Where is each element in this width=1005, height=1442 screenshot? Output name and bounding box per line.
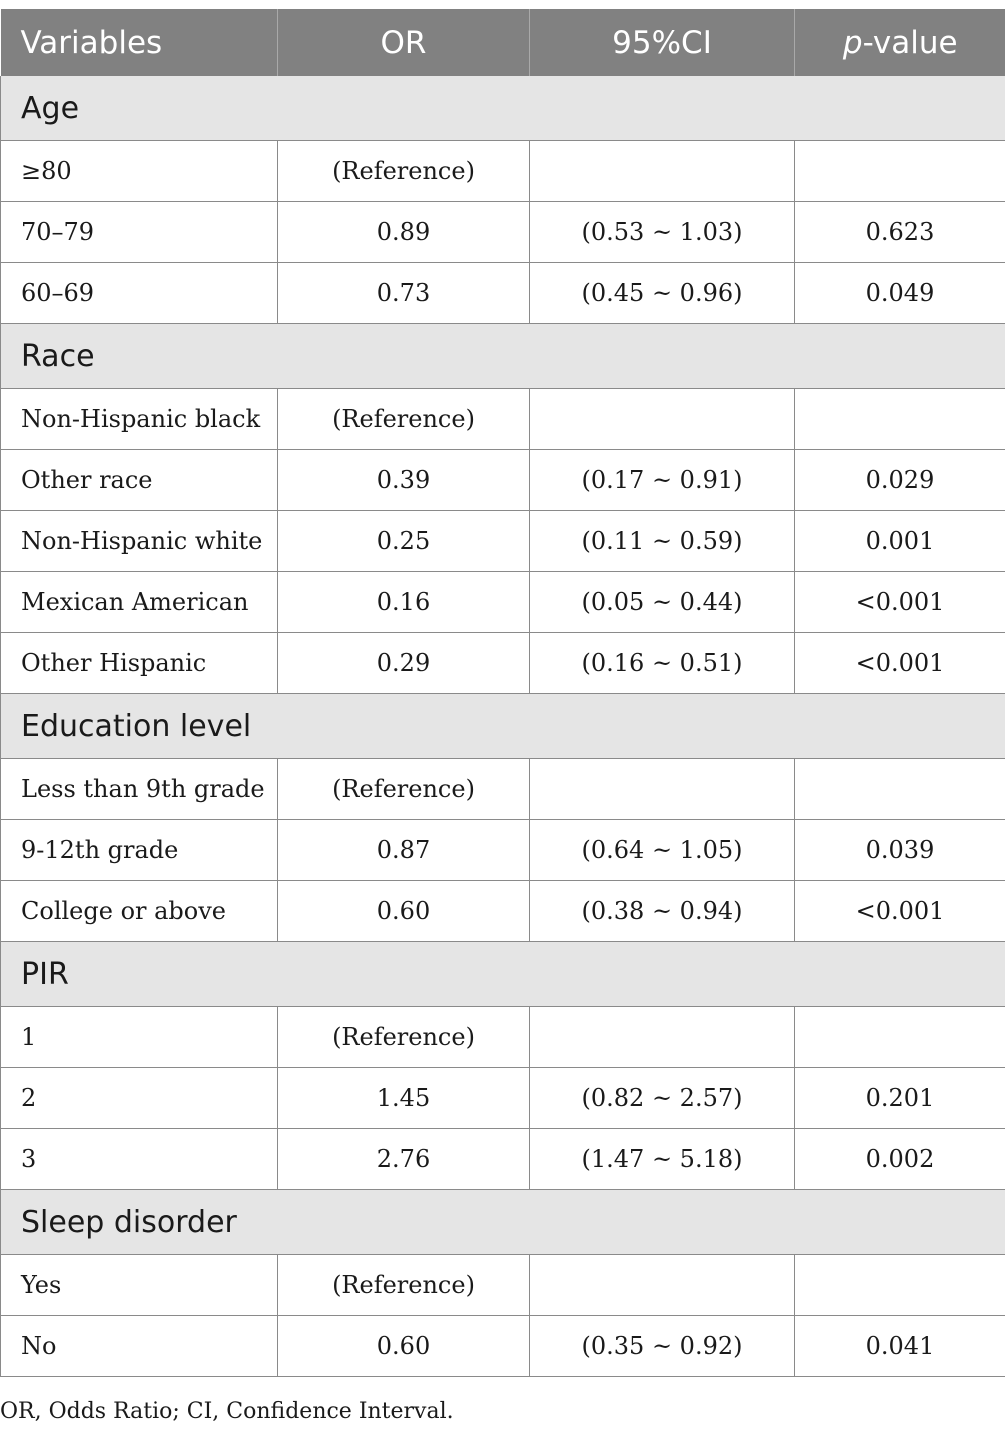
odds-ratio-table <box>0 9 1005 1377</box>
p-value-cell: 0.001 <box>795 511 1005 572</box>
or-cell: 1.45 <box>278 1068 530 1129</box>
or-cell: (Reference) <box>278 389 530 450</box>
variable-cell: Other Hispanic <box>1 633 278 694</box>
variable-cell: ≥80 <box>1 141 278 202</box>
variable-cell: Mexican American <box>1 572 278 633</box>
table-row <box>1 141 1005 202</box>
p-value-cell: 0.039 <box>795 820 1005 881</box>
or-cell: 2.76 <box>278 1129 530 1190</box>
p-value-cell: <0.001 <box>795 572 1005 633</box>
header-row <box>1 9 1005 76</box>
header-ci: 95%CI <box>530 9 795 76</box>
or-cell: 0.87 <box>278 820 530 881</box>
header-or: OR <box>278 9 530 76</box>
or-cell: (Reference) <box>278 141 530 202</box>
table-row <box>1 820 1005 881</box>
ci-cell <box>530 759 795 820</box>
header-variables: Variables <box>1 9 278 76</box>
ci-cell: (0.11 ~ 0.59) <box>530 511 795 572</box>
variable-cell: Yes <box>1 1255 278 1316</box>
or-cell: 0.29 <box>278 633 530 694</box>
table-row <box>1 1068 1005 1129</box>
ci-cell: (0.64 ~ 1.05) <box>530 820 795 881</box>
variable-cell: 60–69 <box>1 263 278 324</box>
p-value-cell: 0.002 <box>795 1129 1005 1190</box>
p-value-cell: 0.201 <box>795 1068 1005 1129</box>
table-row <box>1 1255 1005 1316</box>
ci-cell: (0.05 ~ 0.44) <box>530 572 795 633</box>
group-row <box>1 1190 1005 1255</box>
table-row <box>1 759 1005 820</box>
variable-cell: College or above <box>1 881 278 942</box>
ci-cell: (0.16 ~ 0.51) <box>530 633 795 694</box>
variable-cell: 9-12th grade <box>1 820 278 881</box>
table-row <box>1 1007 1005 1068</box>
or-cell: 0.73 <box>278 263 530 324</box>
table-row <box>1 389 1005 450</box>
or-cell: 0.89 <box>278 202 530 263</box>
p-value-cell: 0.049 <box>795 263 1005 324</box>
header-p-italic: p <box>842 24 863 61</box>
variable-cell: Less than 9th grade <box>1 759 278 820</box>
group-row <box>1 942 1005 1007</box>
or-cell: (Reference) <box>278 1255 530 1316</box>
variable-cell: 70–79 <box>1 202 278 263</box>
p-value-cell <box>795 759 1005 820</box>
ci-cell: (0.17 ~ 0.91) <box>530 450 795 511</box>
table-row <box>1 881 1005 942</box>
table-row <box>1 511 1005 572</box>
or-cell: (Reference) <box>278 1007 530 1068</box>
group-title: Education level <box>1 694 1005 759</box>
or-cell: 0.60 <box>278 1316 530 1377</box>
group-title: Sleep disorder <box>1 1190 1005 1255</box>
p-value-cell: 0.041 <box>795 1316 1005 1377</box>
ci-cell <box>530 1255 795 1316</box>
ci-cell: (0.53 ~ 1.03) <box>530 202 795 263</box>
ci-cell <box>530 389 795 450</box>
table-row <box>1 572 1005 633</box>
or-cell: 0.39 <box>278 450 530 511</box>
table-row <box>1 1129 1005 1190</box>
ci-cell: (0.35 ~ 0.92) <box>530 1316 795 1377</box>
p-value-cell: <0.001 <box>795 633 1005 694</box>
p-value-cell: 0.029 <box>795 450 1005 511</box>
variable-cell: No <box>1 1316 278 1377</box>
table-row <box>1 1316 1005 1377</box>
p-value-cell <box>795 1255 1005 1316</box>
ci-cell <box>530 141 795 202</box>
table-row <box>1 202 1005 263</box>
ci-cell: (0.82 ~ 2.57) <box>530 1068 795 1129</box>
variable-cell: 3 <box>1 1129 278 1190</box>
p-value-cell: 0.623 <box>795 202 1005 263</box>
group-title: PIR <box>1 942 1005 1007</box>
header-p-value <box>795 9 1005 76</box>
or-cell: (Reference) <box>278 759 530 820</box>
group-row <box>1 76 1005 141</box>
p-value-cell <box>795 1007 1005 1068</box>
or-cell: 0.60 <box>278 881 530 942</box>
variable-cell: 2 <box>1 1068 278 1129</box>
ci-cell: (1.47 ~ 5.18) <box>530 1129 795 1190</box>
p-value-cell <box>795 141 1005 202</box>
variable-cell: 1 <box>1 1007 278 1068</box>
header-p-rest: -value <box>862 24 958 61</box>
table-row <box>1 263 1005 324</box>
group-title: Race <box>1 324 1005 389</box>
variable-cell: Other race <box>1 450 278 511</box>
or-cell: 0.16 <box>278 572 530 633</box>
p-value-cell <box>795 389 1005 450</box>
ci-cell <box>530 1007 795 1068</box>
table-row <box>1 450 1005 511</box>
group-row <box>1 694 1005 759</box>
p-value-cell: <0.001 <box>795 881 1005 942</box>
group-title: Age <box>1 76 1005 141</box>
table-row <box>1 633 1005 694</box>
group-row <box>1 324 1005 389</box>
variable-cell: Non-Hispanic white <box>1 511 278 572</box>
table-body <box>1 76 1005 1377</box>
ci-cell: (0.38 ~ 0.94) <box>530 881 795 942</box>
or-cell: 0.25 <box>278 511 530 572</box>
footnote: OR, Odds Ratio; CI, Confidence Interval. <box>0 1399 454 1424</box>
ci-cell: (0.45 ~ 0.96) <box>530 263 795 324</box>
variable-cell: Non-Hispanic black <box>1 389 278 450</box>
